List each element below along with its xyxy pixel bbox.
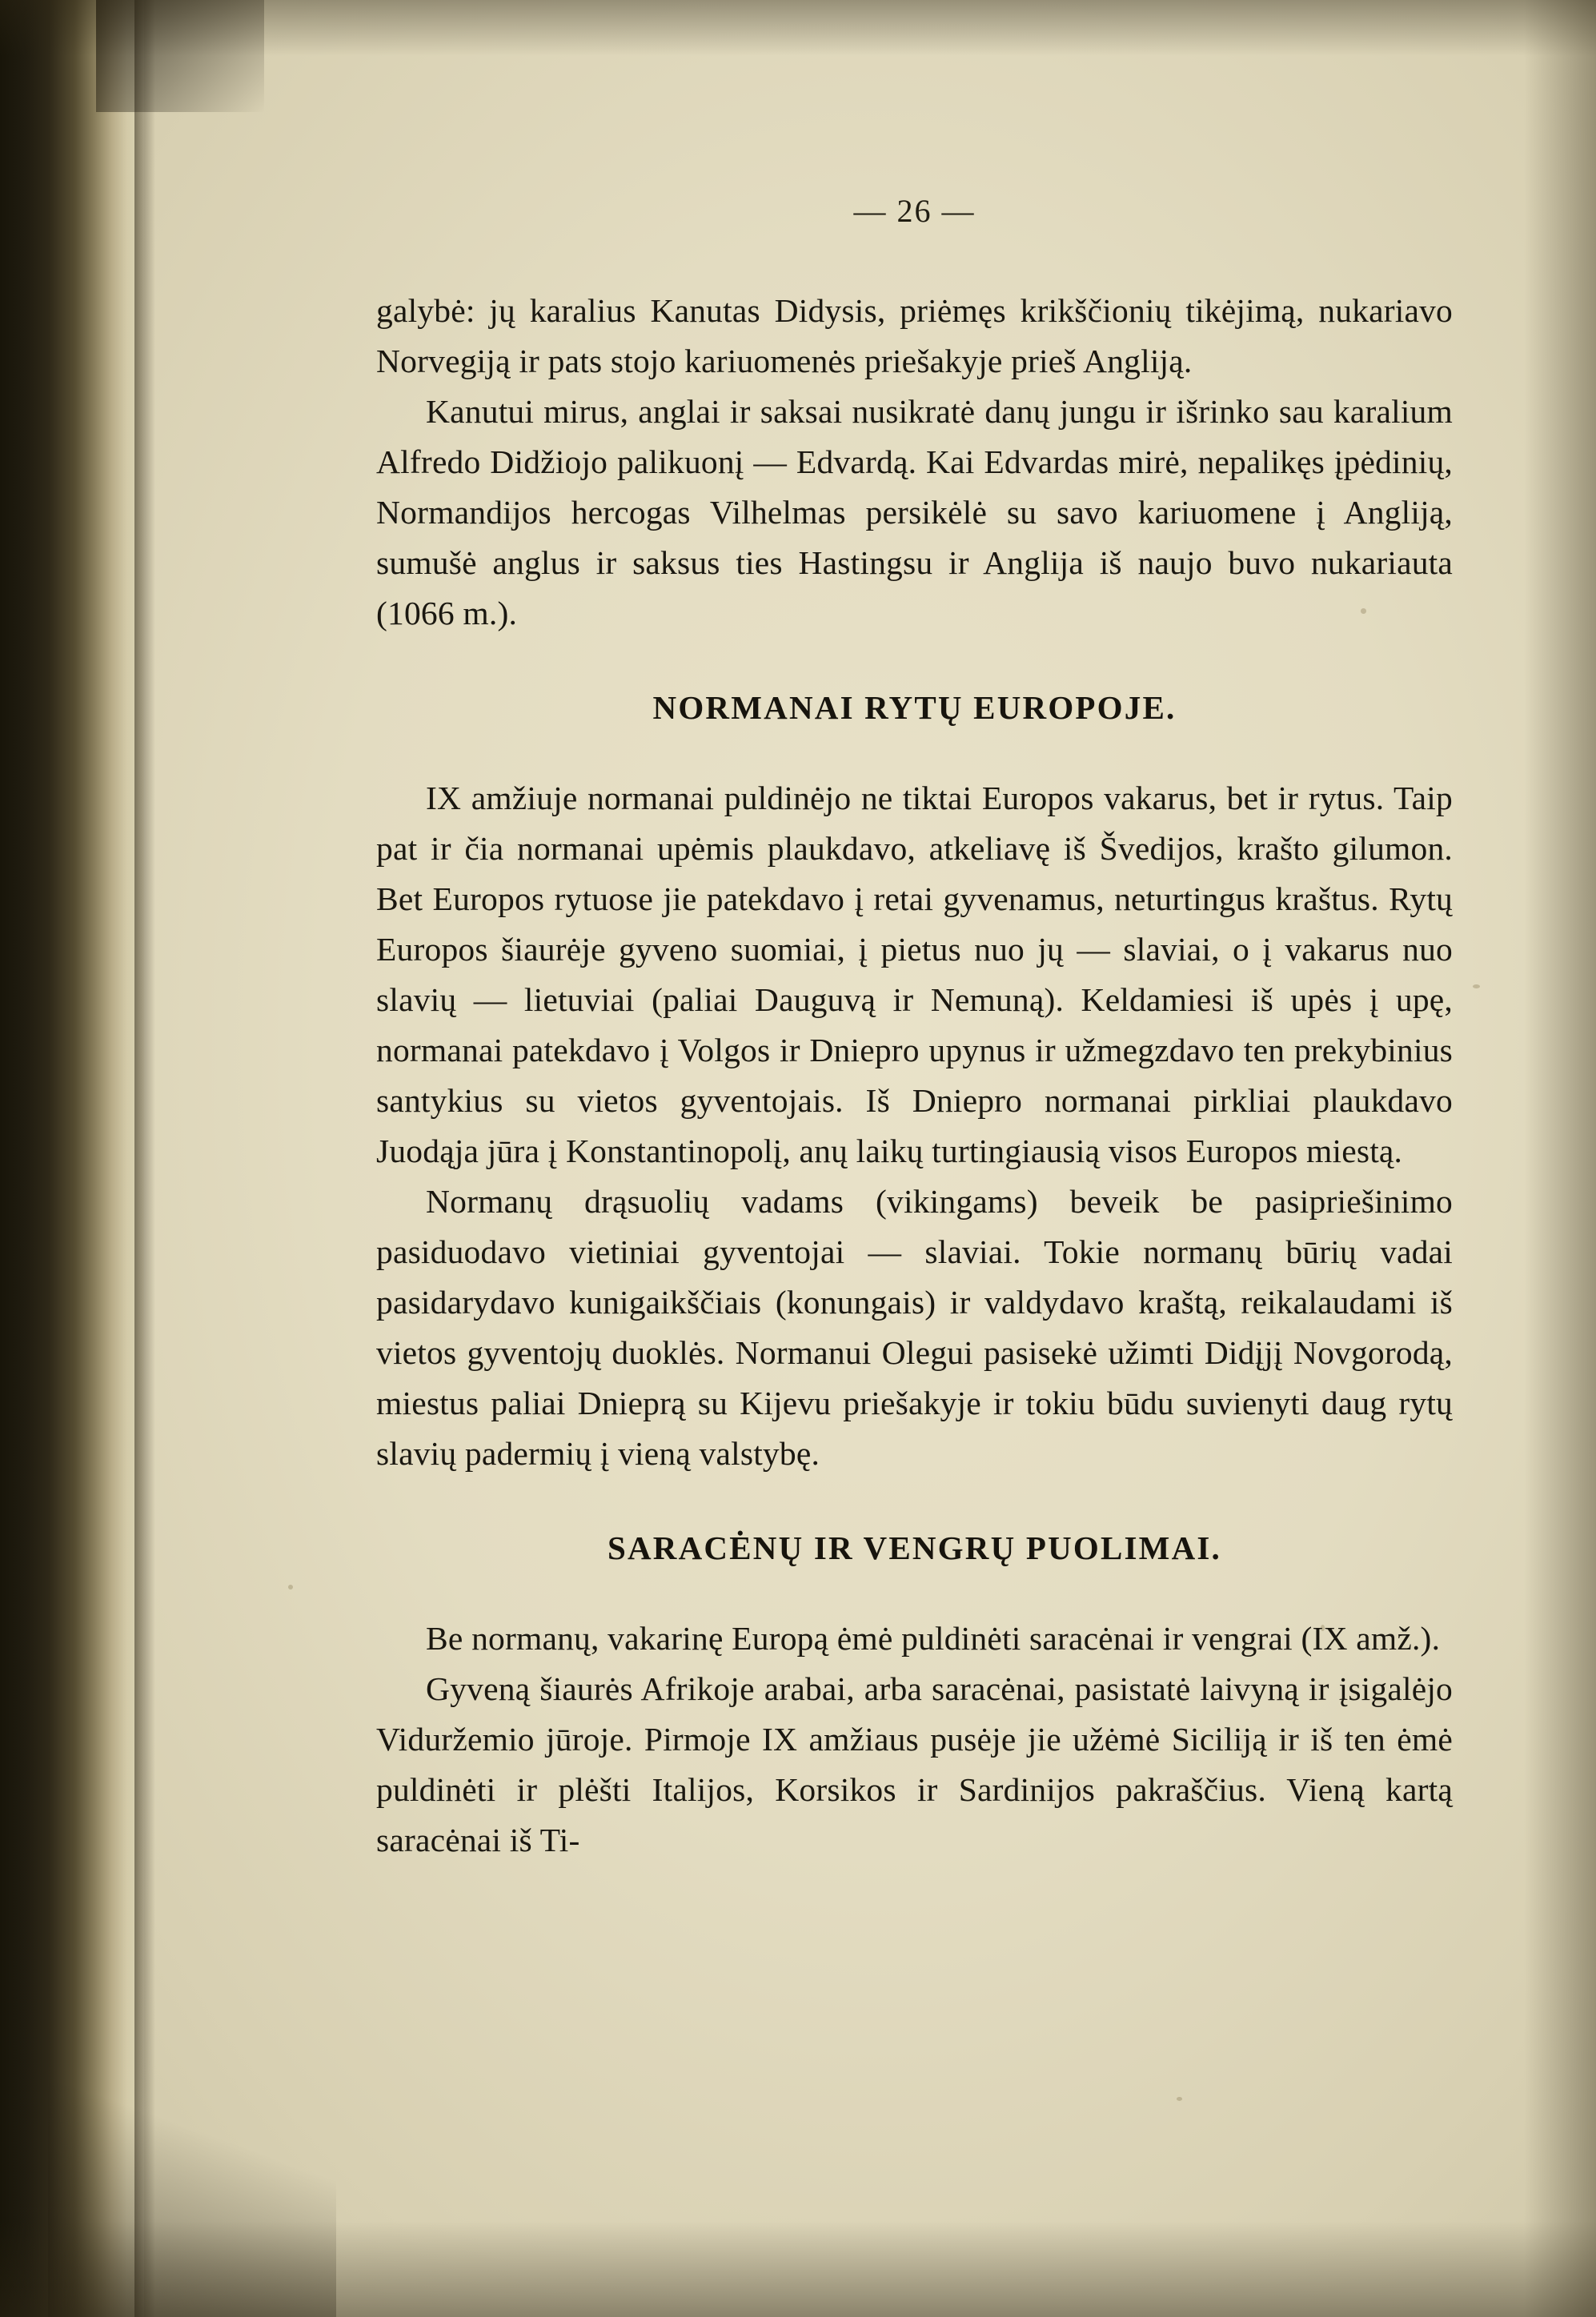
top-edge-shadow [0,0,1596,56]
book-binding-gutter [0,0,144,2317]
paragraph: galybė: jų karalius Kanutas Didysis, priėmęs krikščionių tikėjimą, nukariavo Norvegiją ir pats stojo kariuomenės priešakyje prieš Angliją. [376,292,1453,379]
gutter-shadow [134,0,155,2317]
page-text-column [376,192,1453,1866]
paragraph: IX amžiuje normanai puldinėjo ne tiktai Europos vakarus, bet ir rytus. Taip pat ir čia normanai upėmis plaukdavo, atkeliavę iš Švedijos, krašto gilumon. Bet Europos rytuose jie patekdavo į retai gyvenamus, neturtingus kraštus. Rytų Europos šiaurėje gyveno suomiai, į pietus nuo jų — slaviai, o į vakarus nuo slavių — lietuviai (paliai Dauguvą ir Nemuną). Keldamiesi iš upės į upę, normanai patekdavo į Volgos ir Dniepro upynus ir užmegzdavo ten prekybinius santykius su vietos gyventojais. Iš Dniepro normanai pirkliai plaukdavo Juodąja jūra į Konstantinopolį, anų laikų turtingiausią visos Europos miestą. [376,780,1453,1169]
section-heading-normanai-rytu-europoje: NORMANAI RYTŲ EUROPOJE. [652,689,1177,726]
paragraph: Be normanų, vakarinę Europą ėmė puldinėti saracėnai ir vengrai (IX amž.). [426,1620,1441,1657]
paragraph: Kanutui mirus, anglai ir saksai nusikratė danų jungu ir išrinko sau karalium Alfredo Didžiojo palikuonį — Edvardą. Kai Edvardas mirė, nepalikęs įpėdinių, Normandijos hercogas Vilhelmas persikėlė su savo kariuomene į Angliją, sumušė anglus ir saksus ties Hastingsu ir Anglija iš naujo buvo nukariauta (1066 m.). [376,393,1453,631]
paragraph: Normanų drąsuolių vadams (vikingams) beveik be pasipriešinimo pasiduodavo vietiniai gyventojai — slaviai. Tokie normanų būrių vadai pasidarydavo kunigaikščiais (konungais) ir valdydavo kraštą, reikalaudami iš vietos gyventojų duoklės. Normanui Olegui pasisekė užimti Didįjį Novgorodą, miestus paliai Dnieprą su Kijevu priešakyje ir tokiu būdu suvienyti daug rytų slavių padermių į vieną valstybę. [376,1183,1453,1472]
page-number: — 26 — [853,193,976,229]
paper-speck [1177,2097,1182,2101]
paper-speck [1473,984,1480,988]
right-edge-shadow [1524,0,1596,2317]
paper-speck [288,1585,293,1589]
section-heading-saracenu-ir-vengru-puolimai: SARACĖNŲ IR VENGRŲ PUOLIMAI. [607,1529,1221,1566]
bottom-edge-shadow [0,2221,1596,2317]
paragraph: Gyveną šiaurės Afrikoje arabai, arba saracėnai, pasistatė laivyną ir įsigalėjo Viduržemio jūroje. Pirmoje IX amžiaus pusėje jie užėmė Siciliją ir iš ten ėmė puldinėti ir plėšti Italijos, Korsikos ir Sardinijos pakraščius. Vieną kartą saracėnai iš Ti- [376,1670,1453,1858]
